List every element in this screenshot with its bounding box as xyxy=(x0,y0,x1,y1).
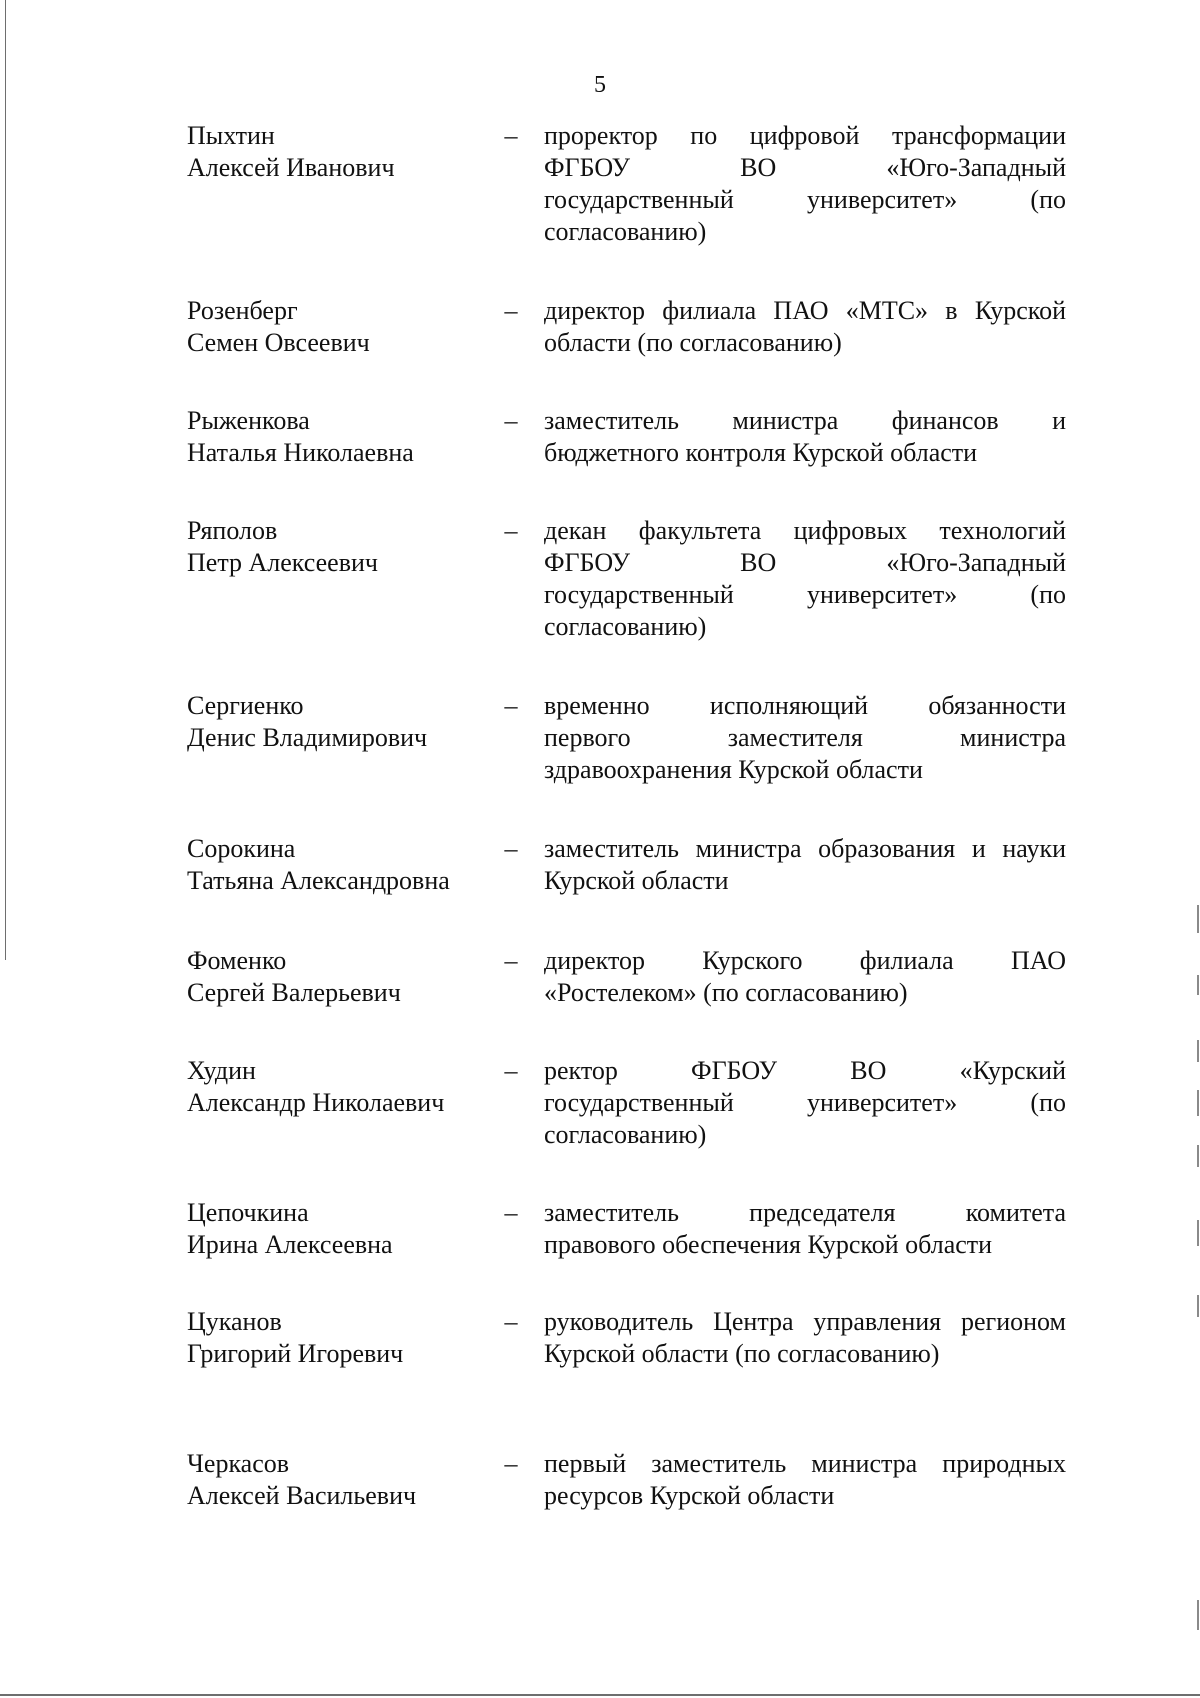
member-given-names: Петр Алексеевич xyxy=(187,548,378,577)
position-line: первый заместитель министра природных xyxy=(544,1449,1066,1478)
scan-edge-left xyxy=(5,0,6,960)
dash-separator: – xyxy=(504,1056,518,1085)
member-name xyxy=(187,833,487,897)
member-surname: Фоменко xyxy=(187,946,287,975)
scan-artifact-mark xyxy=(1197,1295,1199,1317)
member-name xyxy=(187,945,487,1009)
page-number: 5 xyxy=(594,72,606,98)
dash-separator: – xyxy=(504,1307,518,1336)
position-line: согласованию) xyxy=(544,612,707,641)
position-line: директор Курского филиала ПАО xyxy=(544,946,1066,975)
scan-artifact-mark xyxy=(1197,1040,1199,1062)
dash-separator: – xyxy=(504,834,518,863)
position-line: согласованию) xyxy=(544,1120,707,1149)
dash-separator: – xyxy=(504,1198,518,1227)
member-surname: Цуканов xyxy=(187,1307,282,1336)
position-line: области (по согласованию) xyxy=(544,328,842,357)
member-position xyxy=(544,295,1066,359)
member-given-names: Алексей Иванович xyxy=(187,153,395,182)
scan-artifact-mark xyxy=(1197,975,1199,995)
position-line: декан факультета цифровых технологий xyxy=(544,516,1066,545)
member-name xyxy=(187,1055,487,1119)
member-position xyxy=(544,1448,1066,1512)
position-line: ресурсов Курской области xyxy=(544,1481,835,1510)
position-line: Курской области (по согласованию) xyxy=(544,1339,940,1368)
position-line: временно исполняющий обязанности xyxy=(544,691,1066,720)
member-surname: Пыхтин xyxy=(187,121,275,150)
position-line: государственный университет» (по xyxy=(544,185,1066,214)
position-line: «Ростелеком» (по согласованию) xyxy=(544,978,908,1007)
position-line: ФГБОУ ВО «Юго-Западный xyxy=(544,153,1066,182)
member-name xyxy=(187,1306,487,1370)
dash-separator: – xyxy=(504,516,518,545)
dash-separator: – xyxy=(504,406,518,435)
member-surname: Цепочкина xyxy=(187,1198,309,1227)
member-surname: Худин xyxy=(187,1056,256,1085)
member-position xyxy=(544,1055,1066,1151)
dash-separator: – xyxy=(504,1449,518,1478)
member-given-names: Татьяна Александровна xyxy=(187,866,450,895)
member-name xyxy=(187,515,487,579)
position-line: согласованию) xyxy=(544,217,707,246)
dash-separator: – xyxy=(504,946,518,975)
position-line: руководитель Центра управления регионом xyxy=(544,1307,1066,1336)
scan-artifact-mark xyxy=(1197,1145,1199,1167)
member-given-names: Наталья Николаевна xyxy=(187,438,414,467)
member-given-names: Александр Николаевич xyxy=(187,1088,445,1117)
member-surname: Ряполов xyxy=(187,516,278,545)
member-name xyxy=(187,690,487,754)
position-line: Курской области xyxy=(544,866,729,895)
position-line: правового обеспечения Курской области xyxy=(544,1230,993,1259)
member-position xyxy=(544,405,1066,469)
member-surname: Розенберг xyxy=(187,296,298,325)
position-line: государственный университет» (по xyxy=(544,1088,1066,1117)
member-name xyxy=(187,295,487,359)
member-position xyxy=(544,945,1066,1009)
member-name xyxy=(187,405,487,469)
member-name xyxy=(187,1197,487,1261)
member-position xyxy=(544,690,1066,786)
member-given-names: Григорий Игоревич xyxy=(187,1339,404,1368)
dash-separator: – xyxy=(504,121,518,150)
member-position xyxy=(544,515,1066,643)
member-position xyxy=(544,120,1066,248)
dash-separator: – xyxy=(504,691,518,720)
position-line: бюджетного контроля Курской области xyxy=(544,438,978,467)
position-line: государственный университет» (по xyxy=(544,580,1066,609)
member-name xyxy=(187,1448,487,1512)
position-line: ФГБОУ ВО «Юго-Западный xyxy=(544,548,1066,577)
scan-artifact-mark xyxy=(1197,1090,1199,1116)
position-line: проректор по цифровой трансформации xyxy=(544,121,1066,150)
position-line: первого заместителя министра xyxy=(544,723,1066,752)
member-given-names: Семен Овсеевич xyxy=(187,328,370,357)
position-line: ректор ФГБОУ ВО «Курский xyxy=(544,1056,1066,1085)
member-position xyxy=(544,1306,1066,1370)
position-line: заместитель министра финансов и xyxy=(544,406,1066,435)
scan-edge-bottom xyxy=(0,1694,1200,1696)
member-position xyxy=(544,1197,1066,1261)
position-line: здравоохранения Курской области xyxy=(544,755,923,784)
member-name xyxy=(187,120,487,184)
member-surname: Рыженкова xyxy=(187,406,310,435)
scan-artifact-mark xyxy=(1197,1600,1199,1630)
member-given-names: Ирина Алексеевна xyxy=(187,1230,393,1259)
member-surname: Сергиенко xyxy=(187,691,304,720)
member-given-names: Сергей Валерьевич xyxy=(187,978,401,1007)
position-line: заместитель председателя комитета xyxy=(544,1198,1066,1227)
position-line: заместитель министра образования и науки xyxy=(544,834,1066,863)
scan-artifact-mark xyxy=(1197,905,1199,933)
member-given-names: Денис Владимирович xyxy=(187,723,428,752)
scan-artifact-mark xyxy=(1197,1220,1199,1246)
member-surname: Черкасов xyxy=(187,1449,290,1478)
position-line: директор филиала ПАО «МТС» в Курской xyxy=(544,296,1066,325)
member-given-names: Алексей Васильевич xyxy=(187,1481,417,1510)
member-surname: Сорокина xyxy=(187,834,296,863)
dash-separator: – xyxy=(504,296,518,325)
member-position xyxy=(544,833,1066,897)
